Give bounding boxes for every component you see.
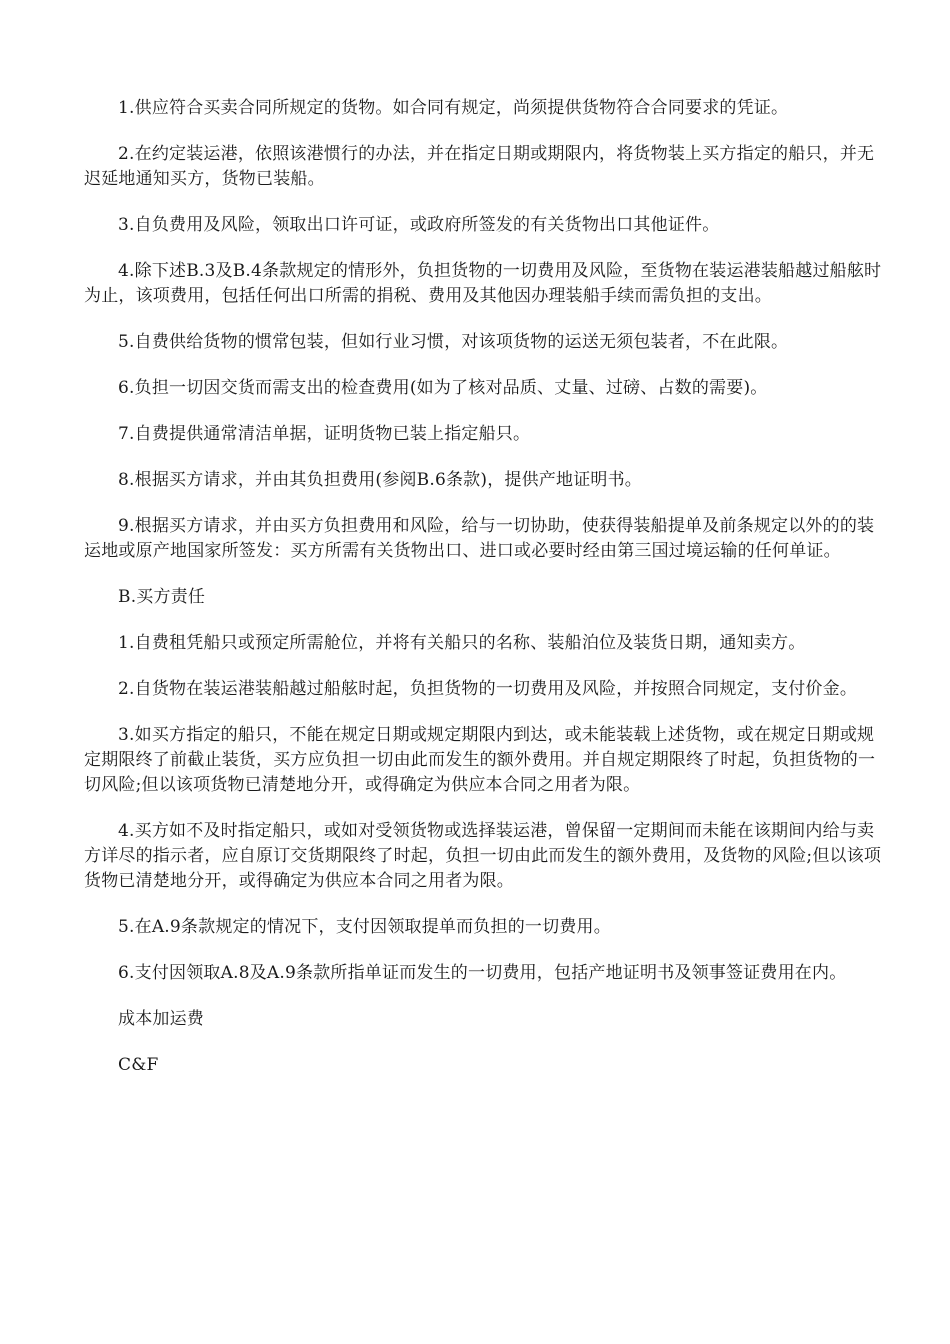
- buyer-obligation-6: 6.支付因领取A.8及A.9条款所指单证而发生的一切费用，包括产地证明书及领事签证费用在内。: [118, 963, 847, 983]
- buyer-obligation-4: 4.买方如不及时指定船只，或如对受领货物或选择装运港，曾保留一定期间而未能在该期间内给与卖方详尽的指示者，应自原订交货期限终了时起，负担一切由此而发生的额外费用，及货物的风险;但以该项货物已清楚地分开，或得确定为供应本合同之用者为限。: [84, 821, 882, 891]
- seller-obligation-5: 5.自费供给货物的惯常包装，但如行业习惯，对该项货物的运送无须包装者，不在此限。: [118, 332, 789, 352]
- seller-obligation-6: 6.负担一切因交货而需支出的检查费用(如为了核对品质、丈量、过磅、占数的需要)。: [118, 378, 768, 398]
- buyer-obligation-5: 5.在A.9条款规定的情况下，支付因领取提单而负担的一切费用。: [118, 917, 611, 937]
- seller-obligation-9: 9.根据买方请求，并由买方负担费用和风险，给与一切协助，使获得装船提单及前条规定以外的的装运地或原产地国家所签发：买方所需有关货物出口、进口或必要时经由第三国过境运输的任何单证。: [84, 516, 875, 561]
- document-page: [84, 96, 884, 1099]
- buyer-obligation-1: 1.自费租凭船只或预定所需舱位，并将有关船只的名称、装船泊位及装货日期，通知卖方。: [118, 633, 806, 653]
- seller-obligation-3: 3.自负费用及风险，领取出口许可证，或政府所签发的有关货物出口其他证件。: [118, 215, 720, 235]
- seller-obligation-7: 7.自费提供通常清洁单据，证明货物已装上指定船只。: [118, 424, 531, 444]
- seller-obligation-4: 4.除下述B.3及B.4条款规定的情形外，负担货物的一切费用及风险，至货物在装运港装船越过船舷时为止，该项费用，包括任何出口所需的捐税、费用及其他因办理装船手续而需负担的支出。: [84, 261, 882, 306]
- buyer-obligation-3: 3.如买方指定的船只，不能在规定日期或规定期限内到达，或未能装载上述货物，或在规定日期或规定期限终了前截止装货，买方应负担一切由此而发生的额外费用。并自规定期限终了时起，负担货物的一切风险;但以该项货物已清楚地分开，或得确定为供应本合同之用者为限。: [84, 725, 876, 795]
- section-code-cf: C&F: [118, 1055, 159, 1075]
- seller-obligation-1: 1.供应符合买卖合同所规定的货物。如合同有规定，尚须提供货物符合合同要求的凭证。: [118, 98, 789, 118]
- seller-obligation-8: 8.根据买方请求，并由其负担费用(参阅B.6条款)，提供产地证明书。: [118, 470, 642, 490]
- seller-obligation-2: 2.在约定装运港，依照该港惯行的办法，并在指定日期或期限内，将货物装上买方指定的船只，并无迟延地通知买方，货物已装船。: [84, 144, 875, 189]
- buyer-obligation-2: 2.自货物在装运港装船越过船舷时起，负担货物的一切费用及风险，并按照合同规定，支付价金。: [118, 679, 858, 699]
- section-heading-buyer: B.买方责任: [118, 587, 206, 607]
- section-heading-cfr: 成本加运费: [118, 1009, 204, 1029]
